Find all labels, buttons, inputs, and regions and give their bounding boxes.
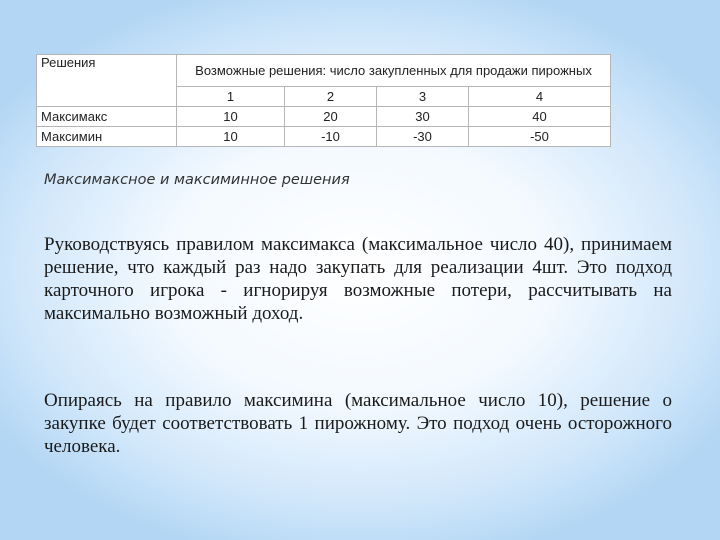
column-header-2: 2 [285, 87, 377, 107]
decision-table [36, 54, 611, 147]
table-cell: 10 [177, 127, 285, 147]
row-label-maximax: Максимакс [37, 107, 177, 127]
header-decisions: Решения [37, 55, 177, 107]
paragraph-maximax: Руководствуясь правилом максимакса (максимальное число 40), принимаем решение, что каждый раз надо закупать для реализации 4шт. Это подход карточного игрока - игнорируя возможные потери, рассчитывать на максимально возможный доход. [44, 234, 672, 324]
table-cell: 10 [177, 107, 285, 127]
table-cell: 40 [469, 107, 611, 127]
table-header-row [37, 55, 611, 87]
column-header-3: 3 [377, 87, 469, 107]
table-cell: -30 [377, 127, 469, 147]
column-header-4: 4 [469, 87, 611, 107]
table-cell: 30 [377, 107, 469, 127]
table-cell: -10 [285, 127, 377, 147]
header-possible-decisions: Возможные решения: число закупленных для продажи пирожных [177, 55, 611, 87]
paragraph-maximin: Опираясь на правило максимина (максимальное число 10), решение о закупке будет соответствовать 1 пирожному. Это подход очень осторожного человека. [44, 390, 672, 457]
table-cell: 20 [285, 107, 377, 127]
table-cell: -50 [469, 127, 611, 147]
column-header-1: 1 [177, 87, 285, 107]
table-caption: Максимаксное и максиминное решения [44, 172, 350, 188]
table-row [37, 107, 611, 127]
row-label-maximin: Максимин [37, 127, 177, 147]
table-row [37, 127, 611, 147]
